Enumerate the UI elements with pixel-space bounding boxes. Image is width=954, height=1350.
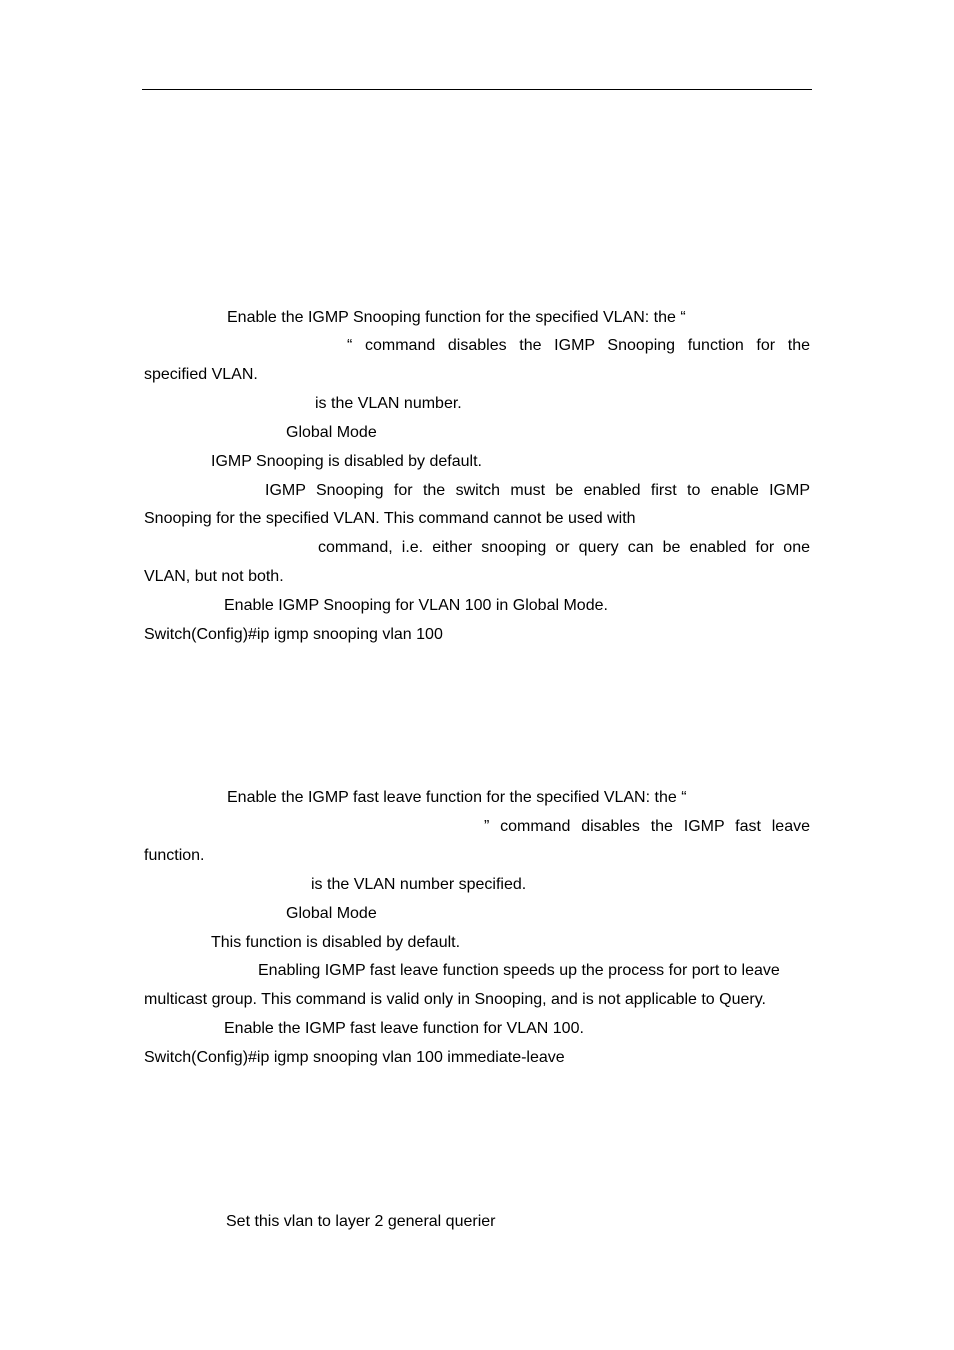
s2-example-text: Enable the IGMP fast leave function for VLAN 100. <box>224 1020 584 1037</box>
s2-mode-text: Global Mode <box>286 905 377 922</box>
s1-usage-line-1: IGMP Snooping for the switch must be enabled first to enable IGMP <box>265 482 810 499</box>
s2-example-code: Switch(Config)#ip igmp snooping vlan 100 immediate-leave <box>144 1049 565 1066</box>
s2-usage-line-1: Enabling IGMP fast leave function speeds up the process for port to leave <box>258 962 780 979</box>
s1-function-continuation: “ command disables the IGMP Snooping function for the <box>347 337 810 354</box>
s2-function-end: function. <box>144 847 205 864</box>
header-rule <box>142 89 812 90</box>
s2-function-text: Enable the IGMP fast leave function for the specified VLAN: the “ <box>227 789 687 806</box>
s1-usage-line-2: Snooping for the specified VLAN. This command cannot be used with <box>144 510 636 527</box>
s1-default-text: IGMP Snooping is disabled by default. <box>211 453 482 470</box>
s1-parameter-text: is the VLAN number. <box>315 395 462 412</box>
s1-usage-line-3: command, i.e. either snooping or query can be enabled for one <box>318 539 810 556</box>
s2-parameter-text: is the VLAN number specified. <box>311 876 527 893</box>
s2-usage-line-2: multicast group. This command is valid only in Snooping, and is not applicable to Query. <box>144 991 766 1008</box>
s2-default-text: This function is disabled by default. <box>211 934 461 951</box>
s1-example-text: Enable IGMP Snooping for VLAN 100 in Global Mode. <box>224 597 608 614</box>
s1-usage-line-4: VLAN, but not both. <box>144 568 284 585</box>
s2-function-continuation: ” command disables the IGMP fast leave <box>484 818 810 835</box>
s1-function-end: specified VLAN. <box>144 366 258 383</box>
s1-example-code: Switch(Config)#ip igmp snooping vlan 100 <box>144 626 443 643</box>
s3-function-text: Set this vlan to layer 2 general querier <box>226 1213 496 1230</box>
s1-function-text: Enable the IGMP Snooping function for the specified VLAN: the “ <box>227 309 686 326</box>
s1-mode-text: Global Mode <box>286 424 377 441</box>
